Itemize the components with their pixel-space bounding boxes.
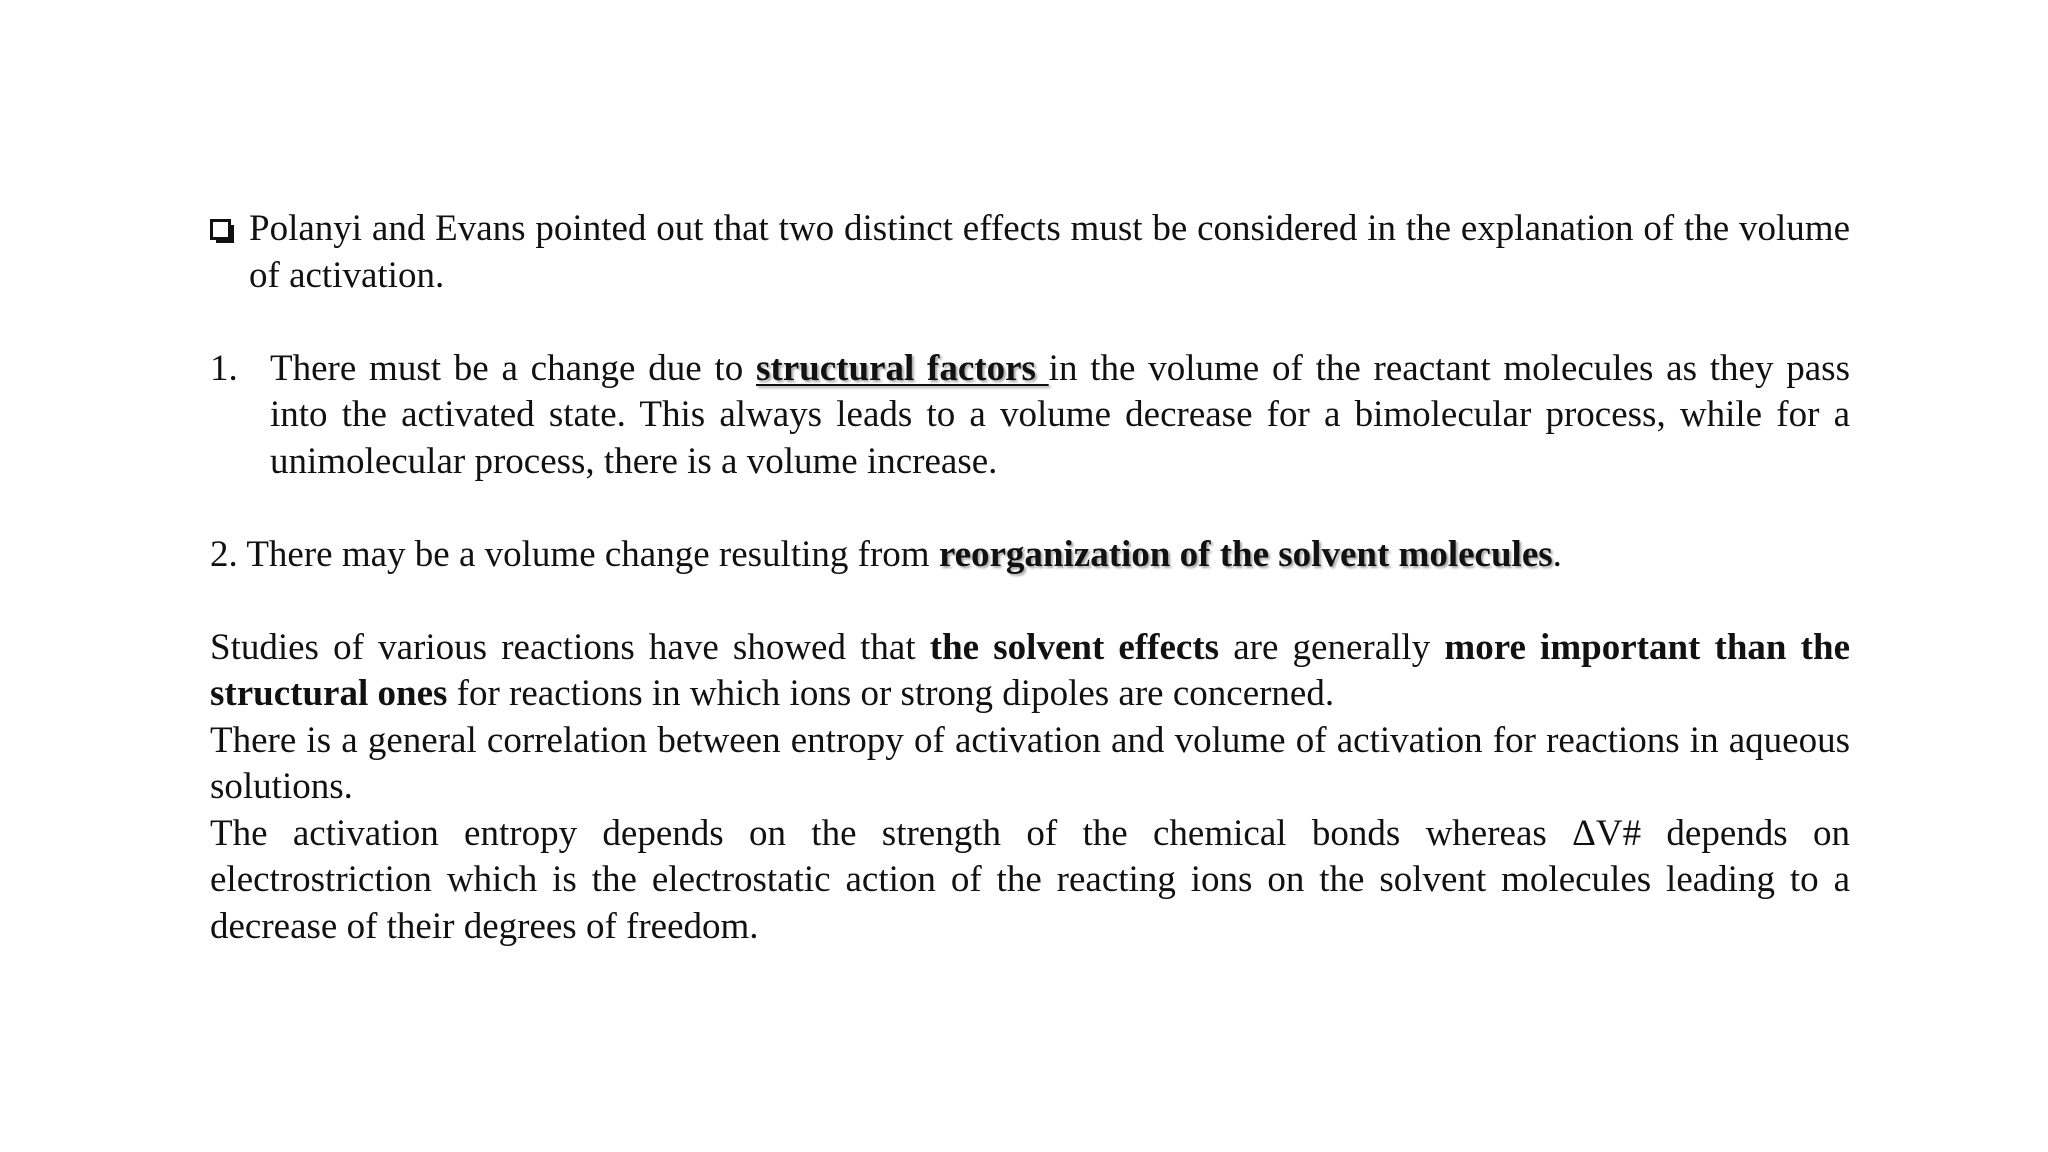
bullet-point: [210, 206, 1850, 299]
studies-part-2: are generally: [1219, 626, 1445, 668]
item-1-text: [270, 346, 1850, 486]
studies-bold-1: the solvent effects: [929, 626, 1220, 668]
slide-content: [210, 206, 1850, 950]
spacer: [210, 485, 1850, 532]
item-1-emphasis: structural factors: [755, 347, 1049, 389]
item-1-before: There must be a change due to: [270, 347, 756, 389]
numbered-item-1: [210, 346, 1850, 486]
item-2-before: 2. There may be a volume change resulting from: [210, 533, 939, 575]
spacer: [210, 299, 1850, 346]
studies-part-3: for reactions in which ions or strong dipoles are concerned.: [447, 673, 1335, 714]
item-1-marker: 1.: [210, 347, 238, 389]
paragraph-correlation: There is a general correlation between entropy of activation and volume of activation for reactions in aqueous solutions.: [210, 719, 1850, 807]
studies-part-1: Studies of various reactions have showed that: [210, 626, 930, 668]
item-2-after: .: [1552, 533, 1562, 575]
bullet-text: Polanyi and Evans pointed out that two distinct effects must be considered in the explanation of the volume of activation.: [249, 208, 1850, 296]
item-1-after: in the volume of the reactant molecules as they pass into the activated state. This always leads to a volume decrease for a bimolecular process, while for a unimolecular process, there is a volume increase.: [270, 347, 1850, 482]
checkbox-bullet-icon: [210, 219, 231, 240]
studies-bold-2: more important than the structural ones: [210, 626, 1850, 714]
paragraph-studies: [210, 625, 1850, 718]
numbered-item-2: [210, 532, 1850, 579]
spacer: [210, 578, 1850, 625]
paragraph-entropy: The activation entropy depends on the strength of the chemical bonds whereas ΔV# depends on electrostriction which is the electrostatic action of the reacting ions on the solvent molecules leading to a decrease of their degrees of freedom.: [210, 812, 1850, 947]
item-2-emphasis: reorganization of the solvent molecules: [938, 533, 1553, 575]
